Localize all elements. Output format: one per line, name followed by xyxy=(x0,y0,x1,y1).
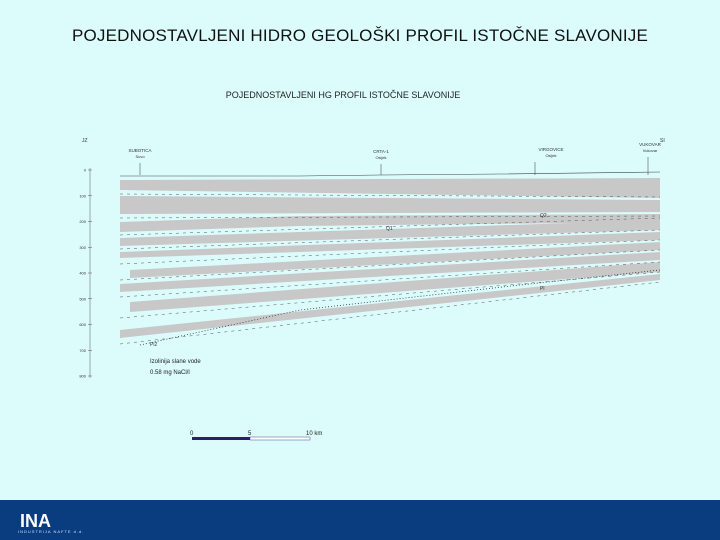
depth-axis xyxy=(79,168,92,379)
well-vukovar xyxy=(639,142,661,175)
well-crta xyxy=(373,149,389,175)
depth-tick-label: 400 xyxy=(79,270,86,276)
footer-bar xyxy=(0,500,720,540)
well-sub: Suvo xyxy=(135,154,145,159)
scale-label-5: 5 xyxy=(248,431,252,437)
well-sub: Osijek xyxy=(375,155,387,160)
well-sub: Vukovar xyxy=(642,148,658,153)
depth-tick-label: 800 xyxy=(79,373,86,379)
slide-title: POJEDNOSTAVLJENI HIDRO GEOLOŠKI PROFIL ISTOČNE SLAVONIJE xyxy=(71,26,649,45)
well-sub: Osijek xyxy=(545,153,557,158)
depth-tick-label: 600 xyxy=(79,322,86,327)
legend-note-line2: 0.58 mg NaCl/l xyxy=(150,370,190,376)
well-name: VUKOVAR xyxy=(639,142,661,147)
corner-label-right: SI xyxy=(660,138,665,144)
logo-text: INA xyxy=(20,511,51,531)
annotation-q1: Q1 xyxy=(386,226,393,232)
well-virgovice xyxy=(535,147,564,175)
legend-note-line1: Izolinija slane vode xyxy=(150,359,201,365)
corner-label-left: JZ xyxy=(82,138,88,144)
scale-label-0: 0 xyxy=(190,431,194,437)
scale-label-10: 10 km xyxy=(306,431,323,437)
layer-band xyxy=(120,178,660,198)
layer-band xyxy=(120,196,660,214)
depth-tick-label: 0 xyxy=(83,167,86,173)
annotation-pl: Pl xyxy=(540,286,545,292)
annotation-q2: Q2 xyxy=(540,213,547,219)
scale-bar xyxy=(190,431,322,440)
well-name: VIRGOVICE xyxy=(538,147,564,152)
depth-tick-label: 100 xyxy=(79,193,86,199)
depth-tick-label: 500 xyxy=(79,296,86,302)
well-name: CRTA-1 xyxy=(373,149,389,154)
well-labels xyxy=(128,142,661,175)
well-name: SUBOTICA xyxy=(128,148,152,153)
figure-title: POJEDNOSTAVLJENI HG PROFIL ISTOČNE SLAVONIJE xyxy=(225,90,461,100)
logo-subtitle: INDUSTRIJA NAFTE d.d. xyxy=(18,529,85,534)
depth-tick-label: 300 xyxy=(79,244,86,250)
well-subotica xyxy=(128,148,151,175)
ground-surface-line xyxy=(120,172,660,176)
depth-tick-label: 700 xyxy=(79,347,86,353)
geological-layers xyxy=(120,178,660,338)
annotation-pl2: Pl2 xyxy=(150,342,158,348)
depth-tick-label: 200 xyxy=(79,219,86,224)
